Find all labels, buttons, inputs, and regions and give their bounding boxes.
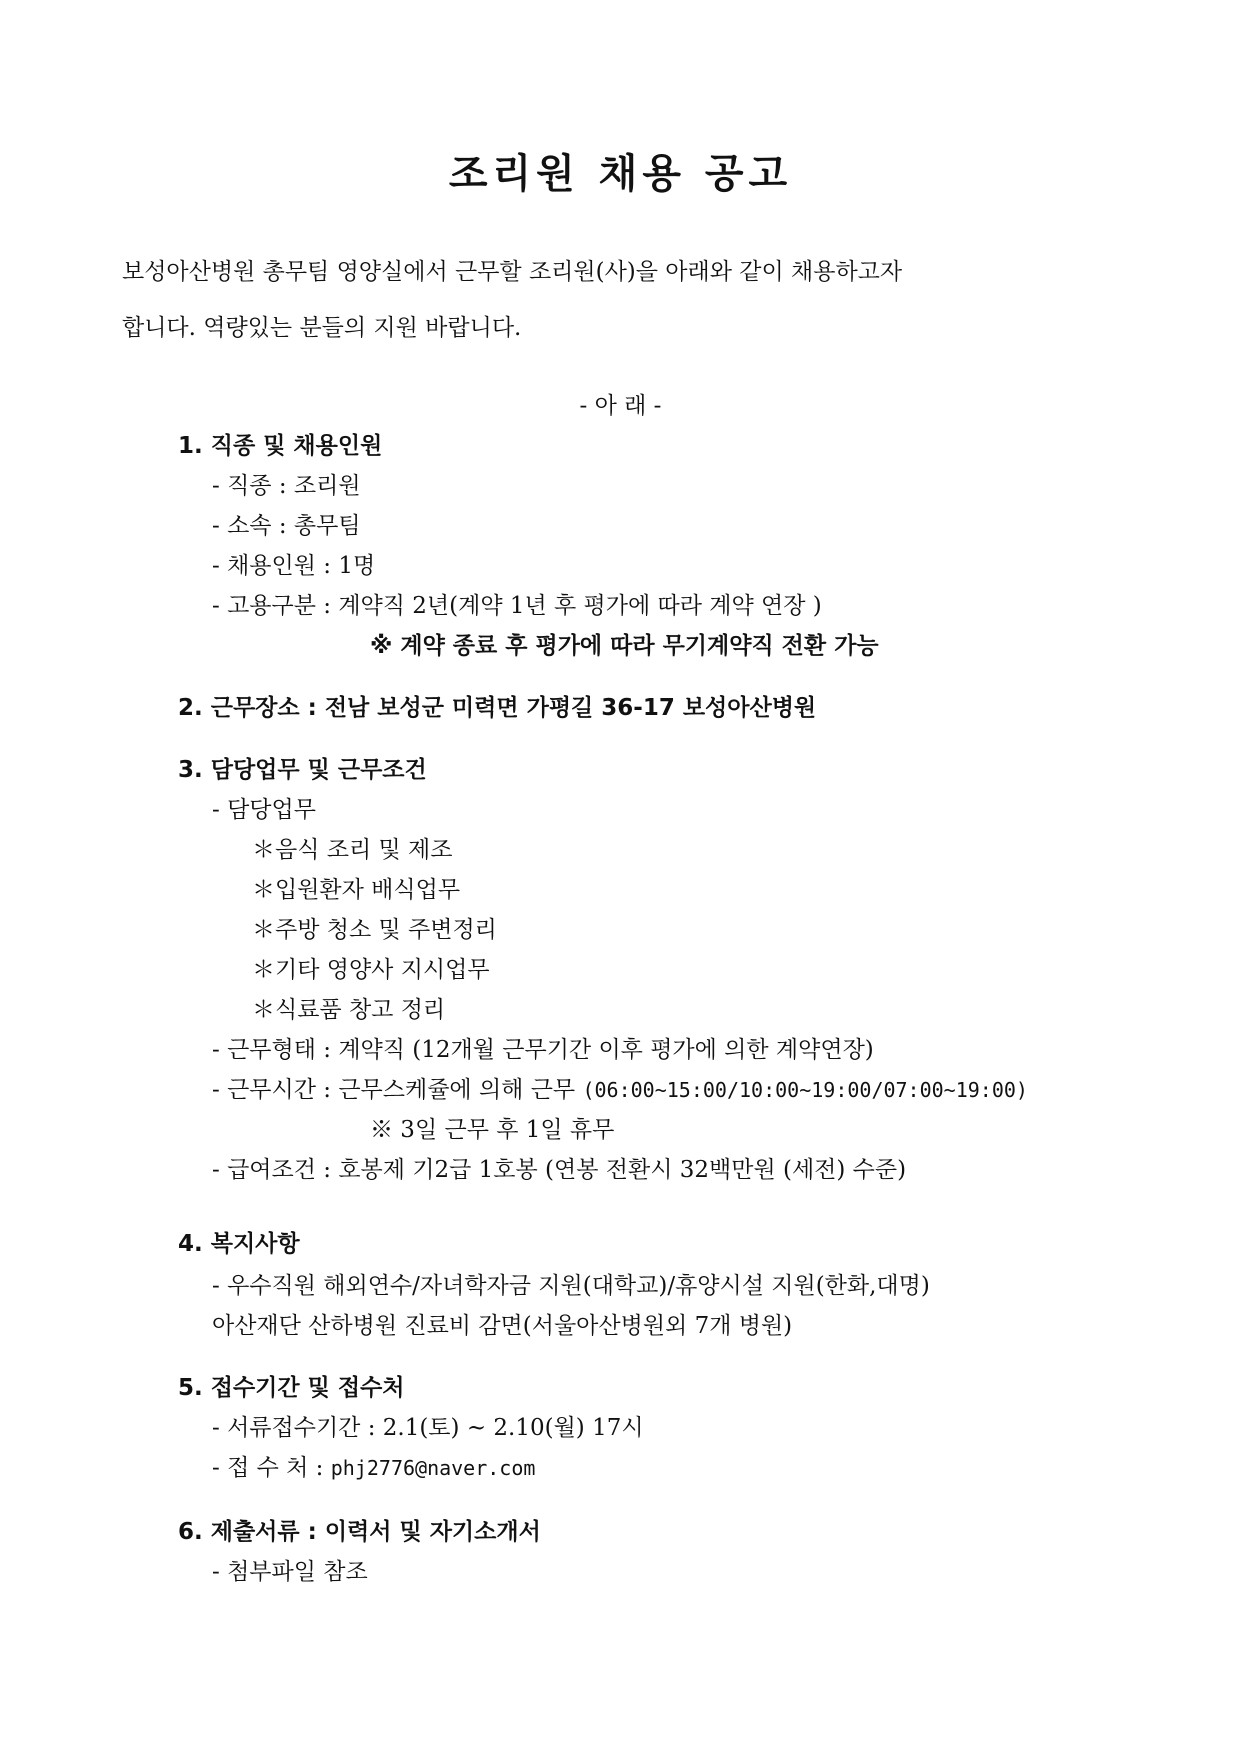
application-place <box>212 1453 535 1483</box>
welfare-item: - 우수직원 해외연수/자녀학자금 지원(대학교)/휴양시설 지원(한화,대명) <box>212 1273 930 1299</box>
work-hours-times: (06:00~15:00/10:00~19:00/07:00~19:00) <box>582 1078 1028 1102</box>
application-email-link[interactable]: phj2776@naver.com <box>330 1456 536 1480</box>
section-1-item: - 직종 : 조리원 <box>212 473 361 499</box>
duty-item: ＊주방 청소 및 주변정리 <box>252 917 497 943</box>
section-6-heading: 6. 제출서류 : 이력서 및 자기소개서 <box>178 1519 541 1545</box>
application-place-label: - 접 수 처 : <box>212 1455 331 1481</box>
below-marker: - 아 래 - <box>579 393 662 419</box>
duty-label: - 담당업무 <box>212 797 316 823</box>
section-2-heading: 2. 근무장소 : 전남 보성군 미력면 가평길 36-17 보성아산병원 <box>178 695 817 721</box>
section-5-heading: 5. 접수기간 및 접수처 <box>178 1375 405 1401</box>
duty-item: ＊음식 조리 및 제조 <box>252 837 453 863</box>
duty-item: ＊기타 영양사 지시업무 <box>252 957 490 983</box>
documents-item: - 첨부파일 참조 <box>212 1559 368 1585</box>
section-1-note: ※ 계약 종료 후 평가에 따라 무기계약직 전환 가능 <box>370 633 879 659</box>
work-hours-prefix: - 근무시간 : 근무스케쥴에 의해 근무 <box>212 1077 583 1103</box>
section-1-item: - 채용인원 : 1명 <box>212 553 376 579</box>
section-1-item: - 소속 : 총무팀 <box>212 513 361 539</box>
work-type: - 근무형태 : 계약직 (12개월 근무기간 이후 평가에 의한 계약연장) <box>212 1037 874 1063</box>
salary: - 급여조건 : 호봉제 기2급 1호봉 (연봉 전환시 32백만원 (세전) 수준) <box>212 1157 907 1183</box>
section-1-item: - 고용구분 : 계약직 2년(계약 1년 후 평가에 따라 계약 연장 ) <box>212 593 822 619</box>
work-hours <box>212 1075 1028 1105</box>
document-title: 조리원 채용 공고 <box>448 151 793 197</box>
intro-line-1: 보성아산병원 총무팀 영양실에서 근무할 조리원(사)을 아래와 같이 채용하고자 <box>122 259 903 285</box>
section-3-heading: 3. 담당업무 및 근무조건 <box>178 757 427 783</box>
work-hours-note: ※ 3일 근무 후 1일 휴무 <box>370 1117 615 1143</box>
section-1-heading: 1. 직종 및 채용인원 <box>178 433 383 459</box>
intro-line-2: 합니다. 역량있는 분들의 지원 바랍니다. <box>122 315 522 341</box>
duty-item: ＊입원환자 배식업무 <box>252 877 461 903</box>
application-period: - 서류접수기간 : 2.1(토) ~ 2.10(월) 17시 <box>212 1415 644 1441</box>
welfare-item: 아산재단 산하병원 진료비 감면(서울아산병원외 7개 병원) <box>212 1313 793 1339</box>
section-4-heading: 4. 복지사항 <box>178 1231 300 1257</box>
duty-item: ＊식료품 창고 정리 <box>252 997 446 1023</box>
